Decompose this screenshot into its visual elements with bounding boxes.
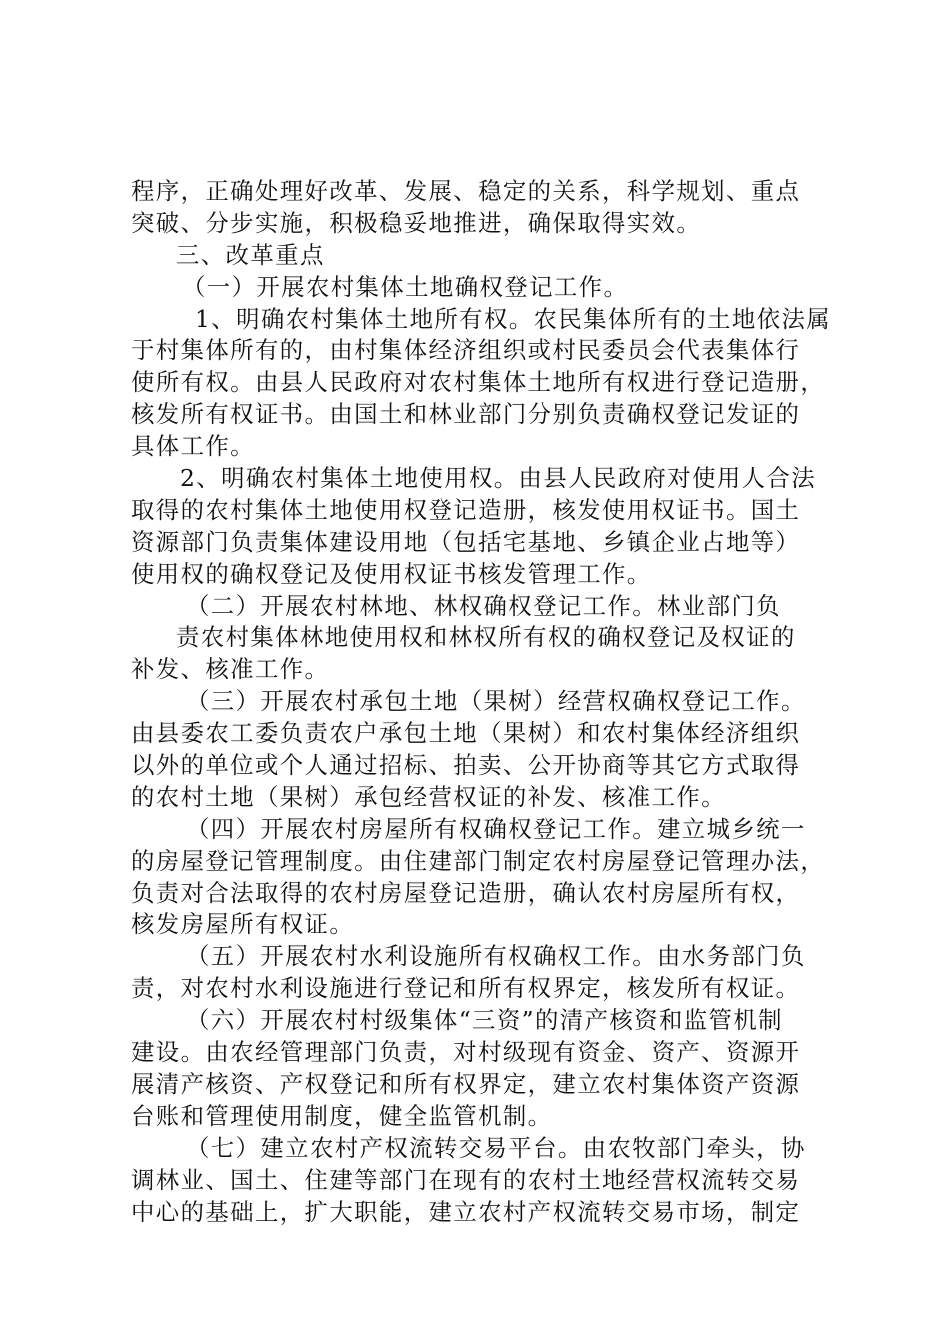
subsection-heading: （六）开展农村村级集体“三资”的清产核资和监管机制 [186,1006,783,1035]
document-page [131,176,831,1228]
section-heading: 三、改革重点 [176,240,325,269]
paragraph-line: 的农村土地（果树）承包经营权证的补发、核准工作。 [131,782,726,811]
subsection-heading: （五）开展农村水利设施所有权确权工作。由水务部门负 [186,942,806,971]
paragraph-line: 具体工作。 [131,432,255,461]
paragraph-line: 的房屋登记管理制度。由住建部门制定农村房屋登记管理办法， [131,846,826,875]
subsection-heading: （一）开展农村集体土地确权登记工作。 [182,272,629,301]
paragraph-line: 取得的农村集体土地使用权登记造册，核发使用权证书。国土 [131,495,801,524]
paragraph-line: 突破、分步实施，积极稳妥地推进，确保取得实效。 [131,208,702,237]
paragraph-line: 核发所有权证书。由国土和林业部门分别负责确权登记发证的 [131,400,801,429]
paragraph-line: 核发房屋所有权证。 [131,910,355,939]
paragraph-line: 责，对农村水利设施进行登记和所有权界定，核发所有权证。 [131,974,801,1003]
paragraph-line: 中心的基础上，扩大职能，建立农村产权流转交易市场，制定 [131,1197,801,1226]
paragraph-line: 责农村集体林地使用权和林权所有权的确权登记及权证的 [176,623,796,652]
paragraph-line: 资源部门负责集体建设用地（包括宅基地、乡镇企业占地等） [131,527,801,556]
paragraph-line: 以外的单位或个人通过招标、拍卖、公开协商等其它方式取得 [131,751,801,780]
paragraph-line: 程序，正确处理好改革、发展、稳定的关系，科学规划、重点 [131,177,801,205]
subsection-heading: （二）开展农村林地、林权确权登记工作。林业部门负 [186,591,781,620]
paragraph-line: 由县委农工委负责农户承包土地（果树）和农村集体经济组织 [131,719,801,748]
paragraph-line: 使用权的确权登记及使用权证书核发管理工作。 [131,559,652,588]
subsection-heading: （四）开展农村房屋所有权确权登记工作。建立城乡统一 [186,814,806,843]
paragraph-line: 展清产核资、产权登记和所有权界定，建立农村集体资产资源 [131,1069,801,1098]
subsection-heading: （七）建立农村产权流转交易平台。由农牧部门牵头，协 [186,1133,806,1162]
paragraph-line: 台账和管理使用制度，健全监管机制。 [131,1101,553,1130]
subsection-heading: （三）开展农村承包土地（果树）经营权确权登记工作。 [186,687,806,716]
paragraph-line: 使所有权。由县人民政府对农村集体土地所有权进行登记造册， [131,368,826,397]
paragraph-line: 调林业、国土、住建等部门在现有的农村土地经营权流转交易 [131,1165,801,1194]
item-first-line: 2、明确农村集体土地使用权。由县人民政府对使用人合法 [180,464,817,493]
paragraph-line: 负责对合法取得的农村房屋登记造册，确认农村房屋所有权， [131,878,801,907]
item-first-line: 1、明确农村集体土地所有权。农民集体所有的土地依法属 [195,304,832,333]
paragraph-line: 于村集体所有的，由村集体经济组织或村民委员会代表集体行 [131,336,801,365]
paragraph-line: 建设。由农经管理部门负责，对村级现有资金、资产、资源开 [131,1038,801,1067]
paragraph-line: 补发、核准工作。 [131,655,330,684]
